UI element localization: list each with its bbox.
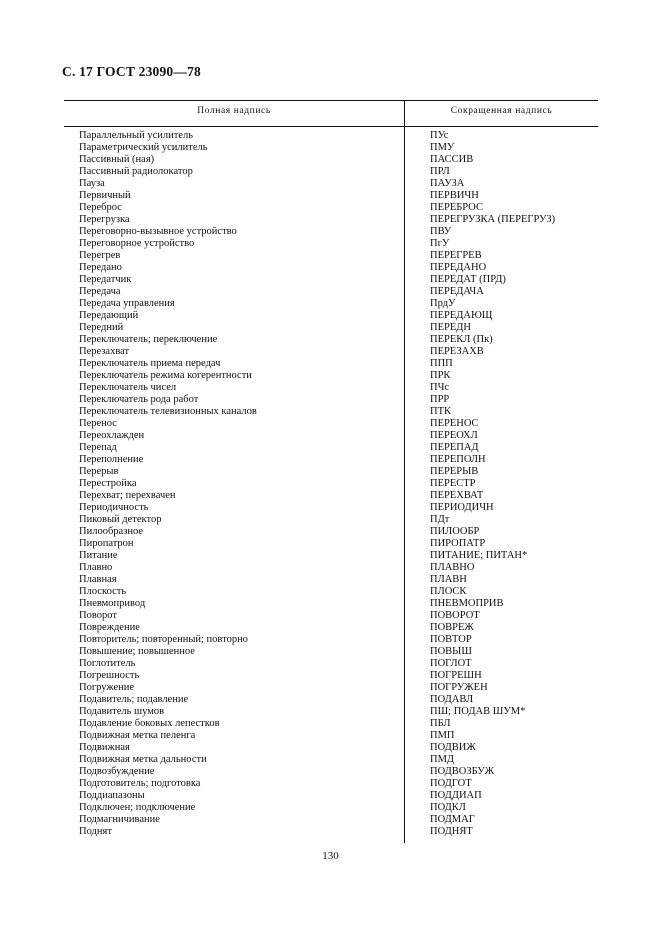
- table-row: [64, 322, 598, 334]
- short-label: ПЕРЕКЛ (Пк): [430, 334, 493, 345]
- full-label: Передача управления: [79, 298, 175, 309]
- short-label: ПЕРЕБРОС: [430, 202, 483, 213]
- short-label: ПИЛООБР: [430, 526, 480, 537]
- column-header-full: Полная надпись: [197, 106, 271, 116]
- table-row: [64, 790, 598, 802]
- full-label: Питание: [79, 550, 118, 561]
- table-row: [64, 694, 598, 706]
- table-row: [64, 478, 598, 490]
- short-label: ПЕРВИЧН: [430, 190, 479, 201]
- table-row: [64, 814, 598, 826]
- table-row: [64, 766, 598, 778]
- full-label: Подвозбуждение: [79, 766, 155, 777]
- full-label: Подавитель; подавление: [79, 694, 189, 705]
- full-label: Передано: [79, 262, 122, 273]
- full-label: Перепад: [79, 442, 117, 453]
- table-row: [64, 358, 598, 370]
- full-label: Параллельный усилитель: [79, 130, 193, 141]
- full-label: Подвижная метка дальности: [79, 754, 207, 765]
- table-row: [64, 634, 598, 646]
- table-row: [64, 754, 598, 766]
- full-label: Переключатель чисел: [79, 382, 177, 393]
- full-label: Перестройка: [79, 478, 137, 489]
- table-row: [64, 538, 598, 550]
- table-row: [64, 190, 598, 202]
- full-label: Перезахват: [79, 346, 130, 357]
- short-label: ПОДНЯТ: [430, 826, 473, 837]
- full-label: Первичный: [79, 190, 131, 201]
- table-row: [64, 718, 598, 730]
- table-row: [64, 154, 598, 166]
- short-label: ПМУ: [430, 142, 455, 153]
- full-label: Перехват; перехвачен: [79, 490, 176, 501]
- table-row: [64, 574, 598, 586]
- page-header: С. 17 ГОСТ 23090—78: [62, 64, 201, 79]
- short-label: ПИТАНИЕ; ПИТАН*: [430, 550, 528, 561]
- full-label: Переключатель приема передач: [79, 358, 221, 369]
- full-label: Перегрузка: [79, 214, 130, 225]
- full-label: Пиропатрон: [79, 538, 134, 549]
- short-label: ПЕРЕДАНО: [430, 262, 487, 273]
- short-label: ПЕРЕДАЮЩ: [430, 310, 493, 321]
- full-label: Периодичность: [79, 502, 149, 513]
- full-label: Передающий: [79, 310, 139, 321]
- full-label: Плоскость: [79, 586, 127, 597]
- short-label: ПЕРЕГРУЗКА (ПЕРЕГРУЗ): [430, 214, 556, 225]
- full-label: Поднят: [79, 826, 112, 837]
- short-label: ПОДВИЖ: [430, 742, 476, 753]
- short-label: ППП: [430, 358, 453, 369]
- short-label: ПОДГОТ: [430, 778, 472, 789]
- short-label: ПЕРЕДН: [430, 322, 471, 333]
- short-label: ПЛАВНО: [430, 562, 475, 573]
- short-label: ПТК: [430, 406, 451, 417]
- table-row: [64, 274, 598, 286]
- short-label: ПОГРУЖЕН: [430, 682, 488, 693]
- full-label: Переключатель; переключение: [79, 334, 218, 345]
- table-row: [64, 454, 598, 466]
- table-row: [64, 430, 598, 442]
- full-label: Подавление боковых лепестков: [79, 718, 220, 729]
- abbreviation-table: [64, 100, 598, 843]
- table-row: [64, 286, 598, 298]
- full-label: Пиковый детектор: [79, 514, 162, 525]
- short-label: ПВУ: [430, 226, 452, 237]
- table-row: [64, 682, 598, 694]
- table-row: [64, 730, 598, 742]
- table-header-rule: [64, 126, 598, 127]
- short-label: ПОДДИАП: [430, 790, 482, 801]
- full-label: Плавно: [79, 562, 113, 573]
- table-body: [64, 130, 598, 838]
- table-row: [64, 502, 598, 514]
- table-row: [64, 406, 598, 418]
- short-label: ПУс: [430, 130, 449, 141]
- table-row: [64, 490, 598, 502]
- table-row: [64, 706, 598, 718]
- table-row: [64, 166, 598, 178]
- table-row: [64, 382, 598, 394]
- full-label: Подготовитель; подготовка: [79, 778, 201, 789]
- full-label: Плавная: [79, 574, 117, 585]
- full-label: Переохлажден: [79, 430, 145, 441]
- short-label: ПЕРЕПОЛН: [430, 454, 486, 465]
- short-label: ПДт: [430, 514, 450, 525]
- table-row: [64, 802, 598, 814]
- full-label: Перерыв: [79, 466, 119, 477]
- full-label: Переключатель рода работ: [79, 394, 199, 405]
- short-label: ПЛАВН: [430, 574, 467, 585]
- table-row: [64, 394, 598, 406]
- table-row: [64, 310, 598, 322]
- table-row: [64, 214, 598, 226]
- full-label: Передатчик: [79, 274, 132, 285]
- table-row: [64, 742, 598, 754]
- full-label: Пневмопривод: [79, 598, 146, 609]
- table-row: [64, 202, 598, 214]
- full-label: Переполнение: [79, 454, 144, 465]
- short-label: ПШ; ПОДАВ ШУМ*: [430, 706, 526, 717]
- full-label: Переговорное устройство: [79, 238, 195, 249]
- short-label: ПБЛ: [430, 718, 451, 729]
- full-label: Повышение; повышенное: [79, 646, 195, 657]
- table-row: [64, 658, 598, 670]
- short-label: ПЕРЕОХЛ: [430, 430, 478, 441]
- table-row: [64, 370, 598, 382]
- short-label: ПАУЗА: [430, 178, 465, 189]
- full-label: Переброс: [79, 202, 122, 213]
- short-label: ПОГЛОТ: [430, 658, 472, 669]
- full-label: Пилообразное: [79, 526, 143, 537]
- full-label: Повторитель; повторенный; повторно: [79, 634, 248, 645]
- table-row: [64, 130, 598, 142]
- table-row: [64, 622, 598, 634]
- table-row: [64, 562, 598, 574]
- table-top-rule: [64, 100, 598, 101]
- table-row: [64, 586, 598, 598]
- short-label: ПОДКЛ: [430, 802, 466, 813]
- table-row: [64, 250, 598, 262]
- full-label: Поворот: [79, 610, 117, 621]
- full-label: Перегрев: [79, 250, 121, 261]
- table-row: [64, 442, 598, 454]
- short-label: ПрдУ: [430, 298, 456, 309]
- full-label: Передний: [79, 322, 124, 333]
- full-label: Погружение: [79, 682, 135, 693]
- table-row: [64, 550, 598, 562]
- short-label: ПМД: [430, 754, 455, 765]
- short-label: ПОДВОЗБУЖ: [430, 766, 495, 777]
- table-row: [64, 466, 598, 478]
- short-label: ПЕРЕХВАТ: [430, 490, 484, 501]
- table-row: [64, 298, 598, 310]
- table-row: [64, 142, 598, 154]
- short-label: ПЕРЕДАТ (ПРД): [430, 274, 506, 285]
- full-label: Пассивный радиолокатор: [79, 166, 193, 177]
- short-label: ПЛОСК: [430, 586, 467, 597]
- short-label: ПЕРЕПАД: [430, 442, 479, 453]
- full-label: Подключен; подключение: [79, 802, 196, 813]
- full-label: Передача: [79, 286, 121, 297]
- table-row: [64, 238, 598, 250]
- full-label: Подмагничивание: [79, 814, 160, 825]
- short-label: ПЕРЕСТР: [430, 478, 476, 489]
- full-label: Поддиапазоны: [79, 790, 145, 801]
- full-label: Погрешность: [79, 670, 140, 681]
- short-label: ПМП: [430, 730, 455, 741]
- column-header-short: Сокращенная надпись: [450, 106, 553, 116]
- page-number: 130: [322, 850, 339, 862]
- short-label: ПгУ: [430, 238, 450, 249]
- short-label: ПЕРЕДАЧА: [430, 286, 484, 297]
- table-row: [64, 418, 598, 430]
- full-label: Подвижная метка пеленга: [79, 730, 196, 741]
- short-label: ПЕРЕГРЕВ: [430, 250, 482, 261]
- full-label: Повреждение: [79, 622, 140, 633]
- short-label: ПНЕВМОПРИВ: [430, 598, 504, 609]
- full-label: Подавитель шумов: [79, 706, 165, 717]
- full-label: Параметрический усилитель: [79, 142, 208, 153]
- table-row: [64, 826, 598, 838]
- short-label: ПОВТОР: [430, 634, 472, 645]
- short-label: ПЕРЕНОС: [430, 418, 479, 429]
- short-label: ПОВЫШ: [430, 646, 472, 657]
- table-row: [64, 178, 598, 190]
- table-row: [64, 262, 598, 274]
- short-label: ПОВРЕЖ: [430, 622, 474, 633]
- short-label: ПОДМАГ: [430, 814, 475, 825]
- table-row: [64, 778, 598, 790]
- table-row: [64, 346, 598, 358]
- short-label: ПЕРЕЗАХВ: [430, 346, 484, 357]
- table-row: [64, 610, 598, 622]
- short-label: ПРР: [430, 394, 450, 405]
- full-label: Пассивный (ная): [79, 154, 155, 165]
- full-label: Подвижная: [79, 742, 130, 753]
- table-row: [64, 226, 598, 238]
- short-label: ПЧс: [430, 382, 450, 393]
- short-label: ПЕРИОДИЧН: [430, 502, 494, 513]
- short-label: ПЕРЕРЫВ: [430, 466, 479, 477]
- full-label: Пауза: [79, 178, 105, 189]
- table-row: [64, 334, 598, 346]
- full-label: Переключатель телевизионных каналов: [79, 406, 257, 417]
- full-label: Переключатель режима когерентности: [79, 370, 252, 381]
- short-label: ПОВОРОТ: [430, 610, 480, 621]
- full-label: Переговорно-вызывное устройство: [79, 226, 237, 237]
- table-row: [64, 526, 598, 538]
- full-label: Поглотитель: [79, 658, 136, 669]
- table-row: [64, 514, 598, 526]
- table-row: [64, 646, 598, 658]
- short-label: ПОГРЕШН: [430, 670, 482, 681]
- table-row: [64, 598, 598, 610]
- short-label: ПРЛ: [430, 166, 450, 177]
- short-label: ПОДАВЛ: [430, 694, 474, 705]
- full-label: Перенос: [79, 418, 117, 429]
- short-label: ПАССИВ: [430, 154, 474, 165]
- short-label: ПИРОПАТР: [430, 538, 486, 549]
- short-label: ПРК: [430, 370, 451, 381]
- table-row: [64, 670, 598, 682]
